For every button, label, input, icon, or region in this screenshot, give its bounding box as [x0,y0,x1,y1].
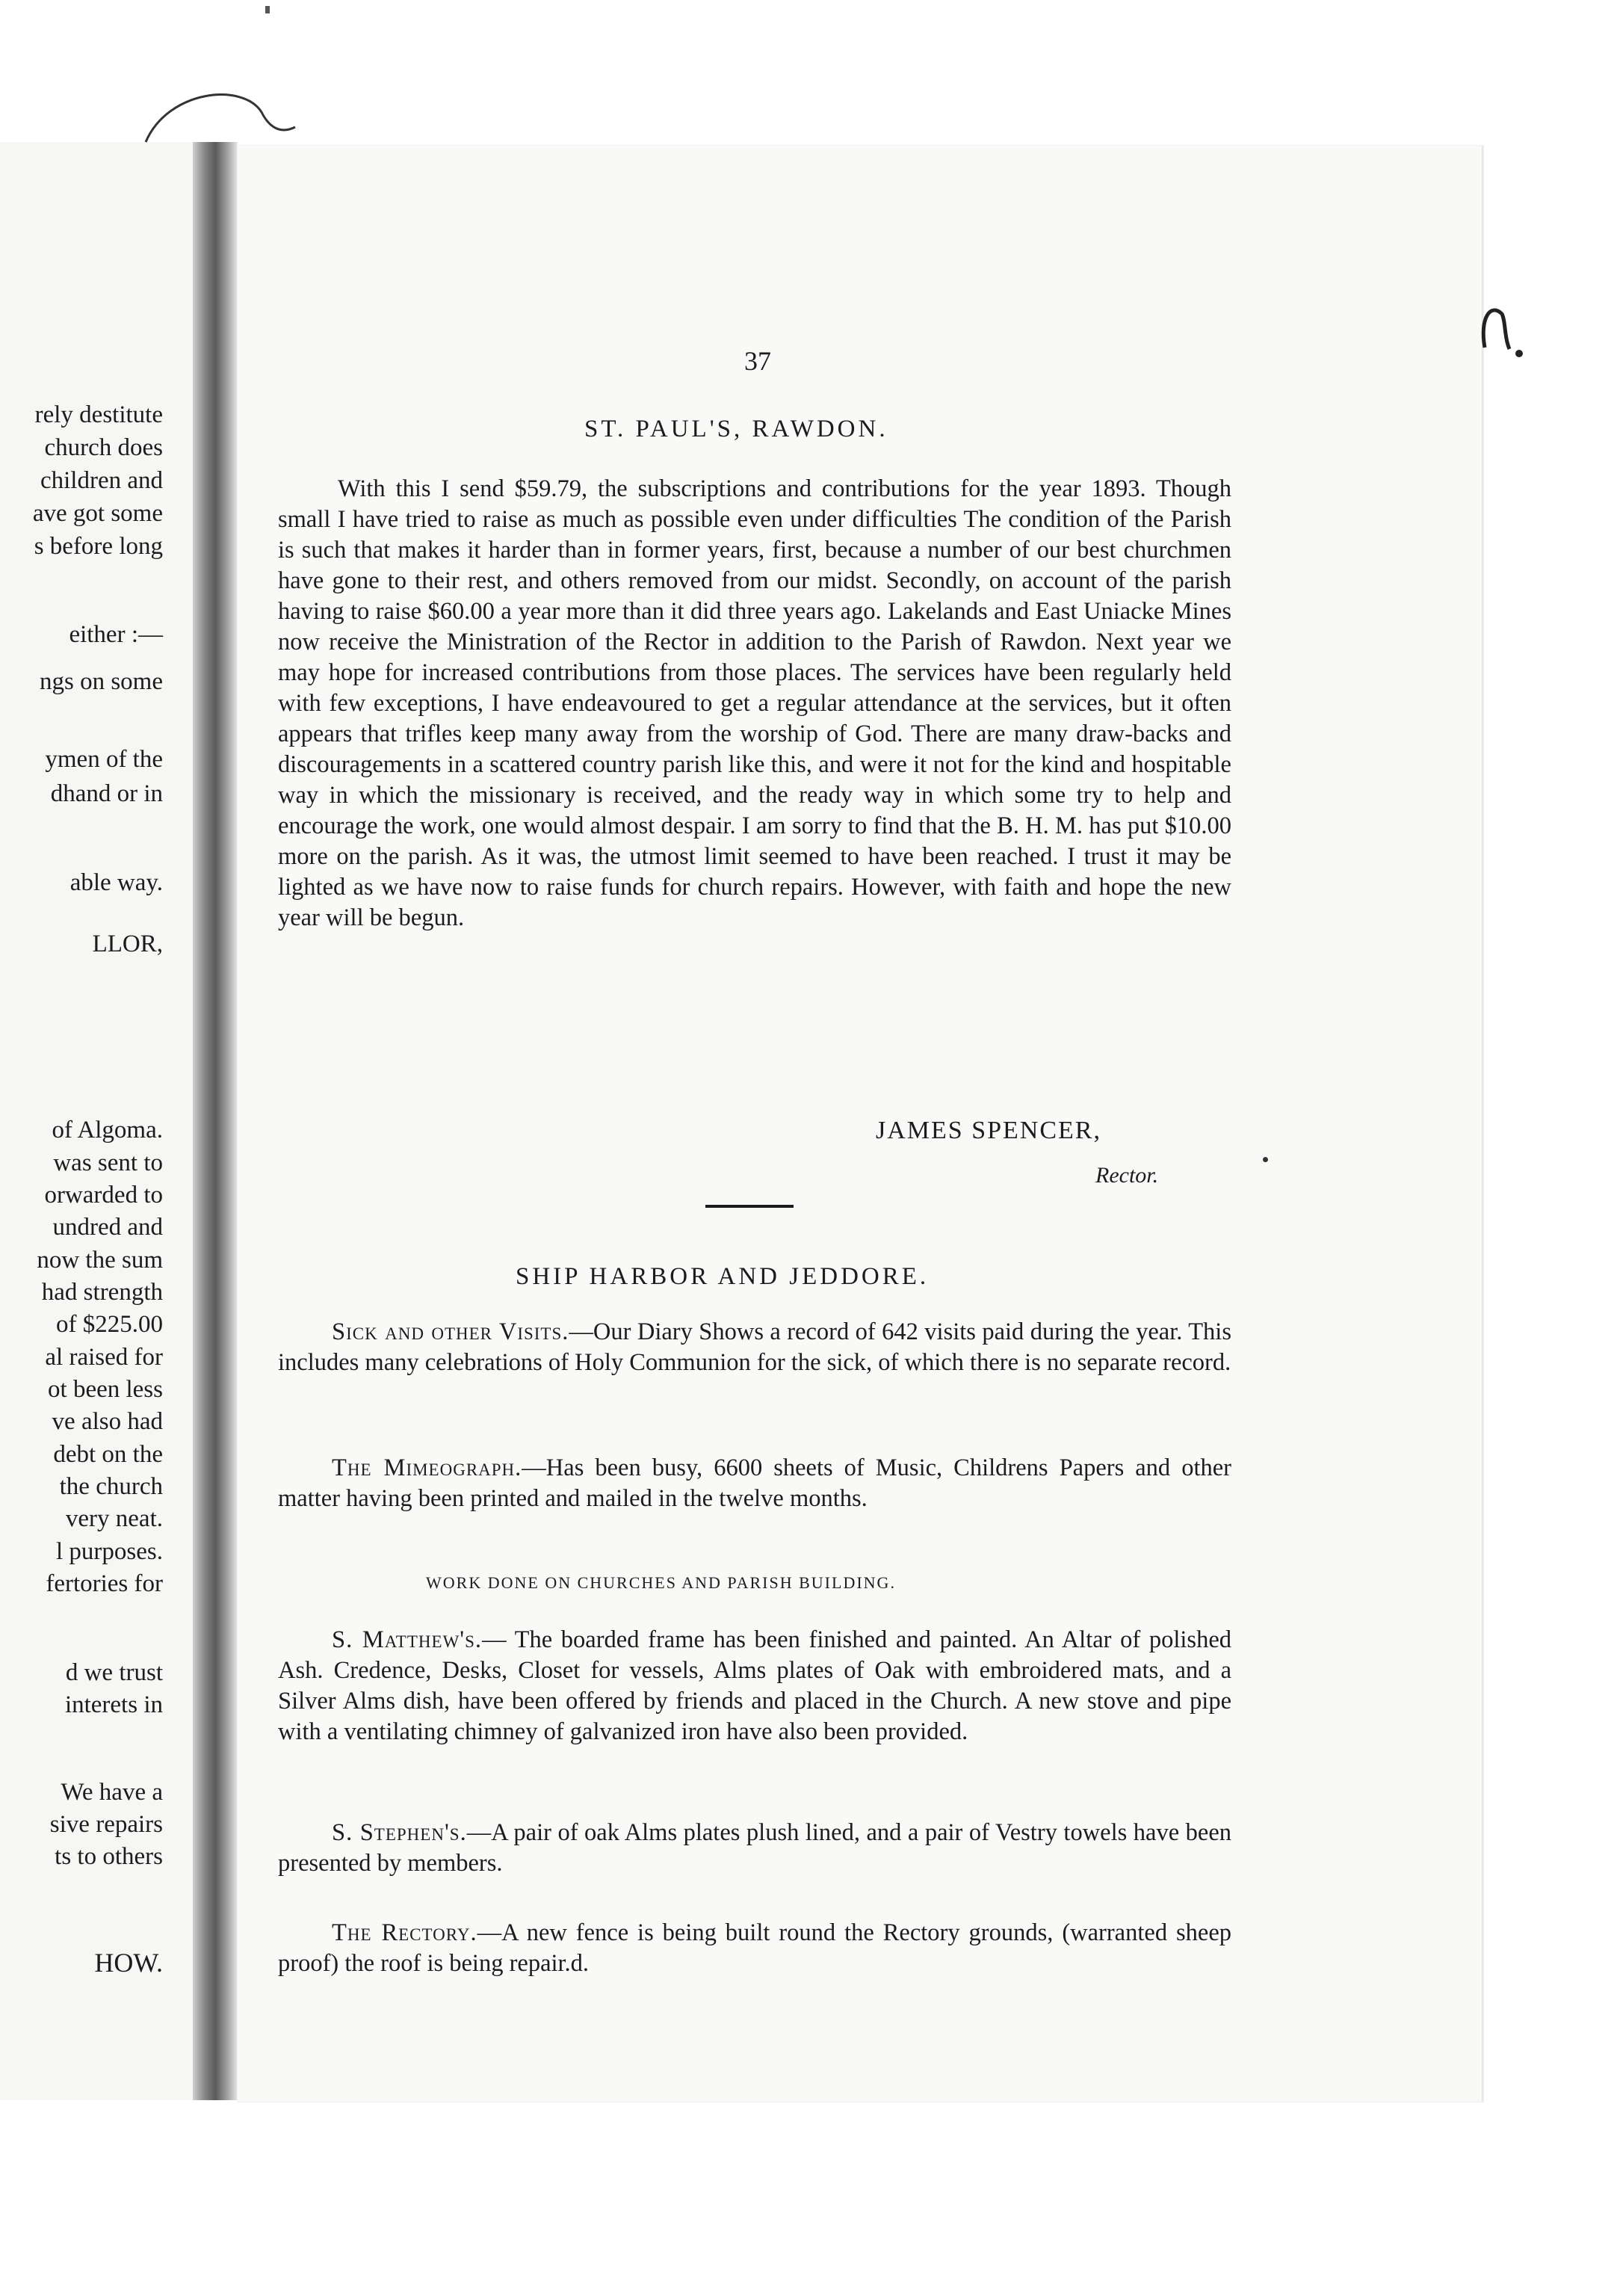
mimeograph-text: —Has been busy, 6600 sheets of Music, Childrens Papers and other matter having been printed and mailed in the twelve months. [278,1454,1231,1512]
left-line: HOW. [94,1948,163,1978]
book-gutter [193,142,238,2100]
left-line: either :— [69,621,163,648]
section-heading-st-pauls: ST. PAUL'S, RAWDON. [584,416,888,442]
ink-curve-mark [138,82,303,149]
stephens-text: —A pair of oak Alms plates plush lined, and a pair of Vestry towels have been presented by members. [278,1819,1231,1877]
left-line: children and [40,467,163,494]
left-line: ts to others [55,1843,163,1870]
rectory-paragraph [278,1918,1231,1979]
matthews-text: — The boarded frame has been finished and painted. An Altar of polished Ash. Credence, Desks, Closet for vessels, Alms plates of Oak with embroidered mats, and a Silver Alms dish, have been offered by friends and placed in the Church. A new stove and pipe with a ventilating chimney of galvanized iron have also been provided. [278,1626,1231,1745]
left-line: ve also had [52,1408,163,1435]
signature-title: Rector. [1095,1163,1159,1188]
left-page-fragment [0,142,196,2100]
left-line: ave got some [32,500,163,527]
matthews-paragraph [278,1625,1231,1747]
left-line: rely destitute [34,401,163,428]
left-line: was sent to [53,1149,163,1176]
left-line: al raised for [45,1344,163,1371]
left-line: ot been less [48,1376,163,1403]
work-subheading: WORK DONE ON CHURCHES AND PARISH BUILDING. [426,1573,896,1592]
ink-dot [1263,1157,1268,1162]
left-line: interets in [64,1691,163,1718]
page-number: 37 [744,346,771,376]
visits-text: —Our Diary Shows a record of 642 visits paid during the year. This includes many celebrations of Holy Communion for the sick, of which there is no separate record. [278,1318,1231,1376]
left-line: undred and [52,1214,163,1241]
left-line: LLOR, [92,931,163,957]
visits-label: Sick and other Visits. [332,1318,569,1345]
left-line: sive repairs [49,1811,163,1838]
left-line: We have a [61,1779,163,1806]
corner-mark [1476,295,1536,370]
rectory-text: —A new fence is being built round the Rectory grounds, (warranted sheep proof) the roof is being repair.d. [278,1919,1231,1977]
left-line: fertories for [46,1570,163,1597]
signature-name: JAMES SPENCER, [876,1117,1101,1144]
ink-speck [265,6,270,13]
left-line: ymen of the [45,746,163,773]
mimeograph-label: The Mimeograph. [332,1454,522,1481]
left-line: church does [44,434,163,461]
left-line: ngs on some [40,668,163,695]
matthews-label: S. Matthew's. [332,1626,483,1653]
st-pauls-paragraph [278,474,1231,933]
mimeograph-paragraph [278,1453,1231,1514]
left-line: very neat. [65,1505,163,1532]
paragraph-text: With this I send $59.79, the subscriptions and contributions for the year 1893. Though small I have tried to raise as much as possible even under difficulties The condition of the Parish is such that makes it harder than in former years, first, because a number of our best churchmen have gone to their rest, and others removed from our midst. Secondly, on account of the parish having to raise $60.00 a year more than it did three years ago. Lakelands and East Uniacke Mines now receive the Ministration of the Rector in addition to the Parish of Rawdon. Next year we may hope for increased contributions from those places. The services have been regularly held with few exceptions, I have endeavoured to get a regular attendance at the services, but it often appears that trifles keep many away from the worship of God. There are many draw-backs and discouragements in a scattered country parish like this, and were it not for the kind and hospitable way in which the missionary is received, and the ready way in which some try to help and encourage the work, one would almost despair. I am sorry to find that the B. H. M. has put $10.00 more on the parish. As it was, the utmost limit seemed to have been reached. I trust it may be lighted as we have now to raise funds for church repairs. However, with faith and hope the new year will be begun. [278,475,1231,931]
stephens-label: S. Stephen's. [332,1819,467,1846]
left-line: dhand or in [50,780,163,807]
left-line: s before long [34,533,163,560]
stephens-paragraph [278,1818,1231,1879]
left-line: able way. [69,869,163,896]
left-line: of Algoma. [52,1117,163,1144]
left-line: orwarded to [44,1182,163,1209]
left-line: d we trust [65,1659,163,1686]
left-line: the church [59,1473,163,1500]
visits-paragraph [278,1317,1231,1378]
left-line: of $225.00 [56,1311,163,1338]
rectory-label: The Rectory. [332,1919,477,1946]
left-line: now the sum [37,1247,163,1274]
left-line: had strength [41,1279,163,1306]
section-heading-ship-harbor: SHIP HARBOR AND JEDDORE. [516,1263,930,1290]
section-divider [705,1205,794,1208]
left-line: l purposes. [56,1538,163,1565]
left-line: debt on the [53,1441,163,1468]
